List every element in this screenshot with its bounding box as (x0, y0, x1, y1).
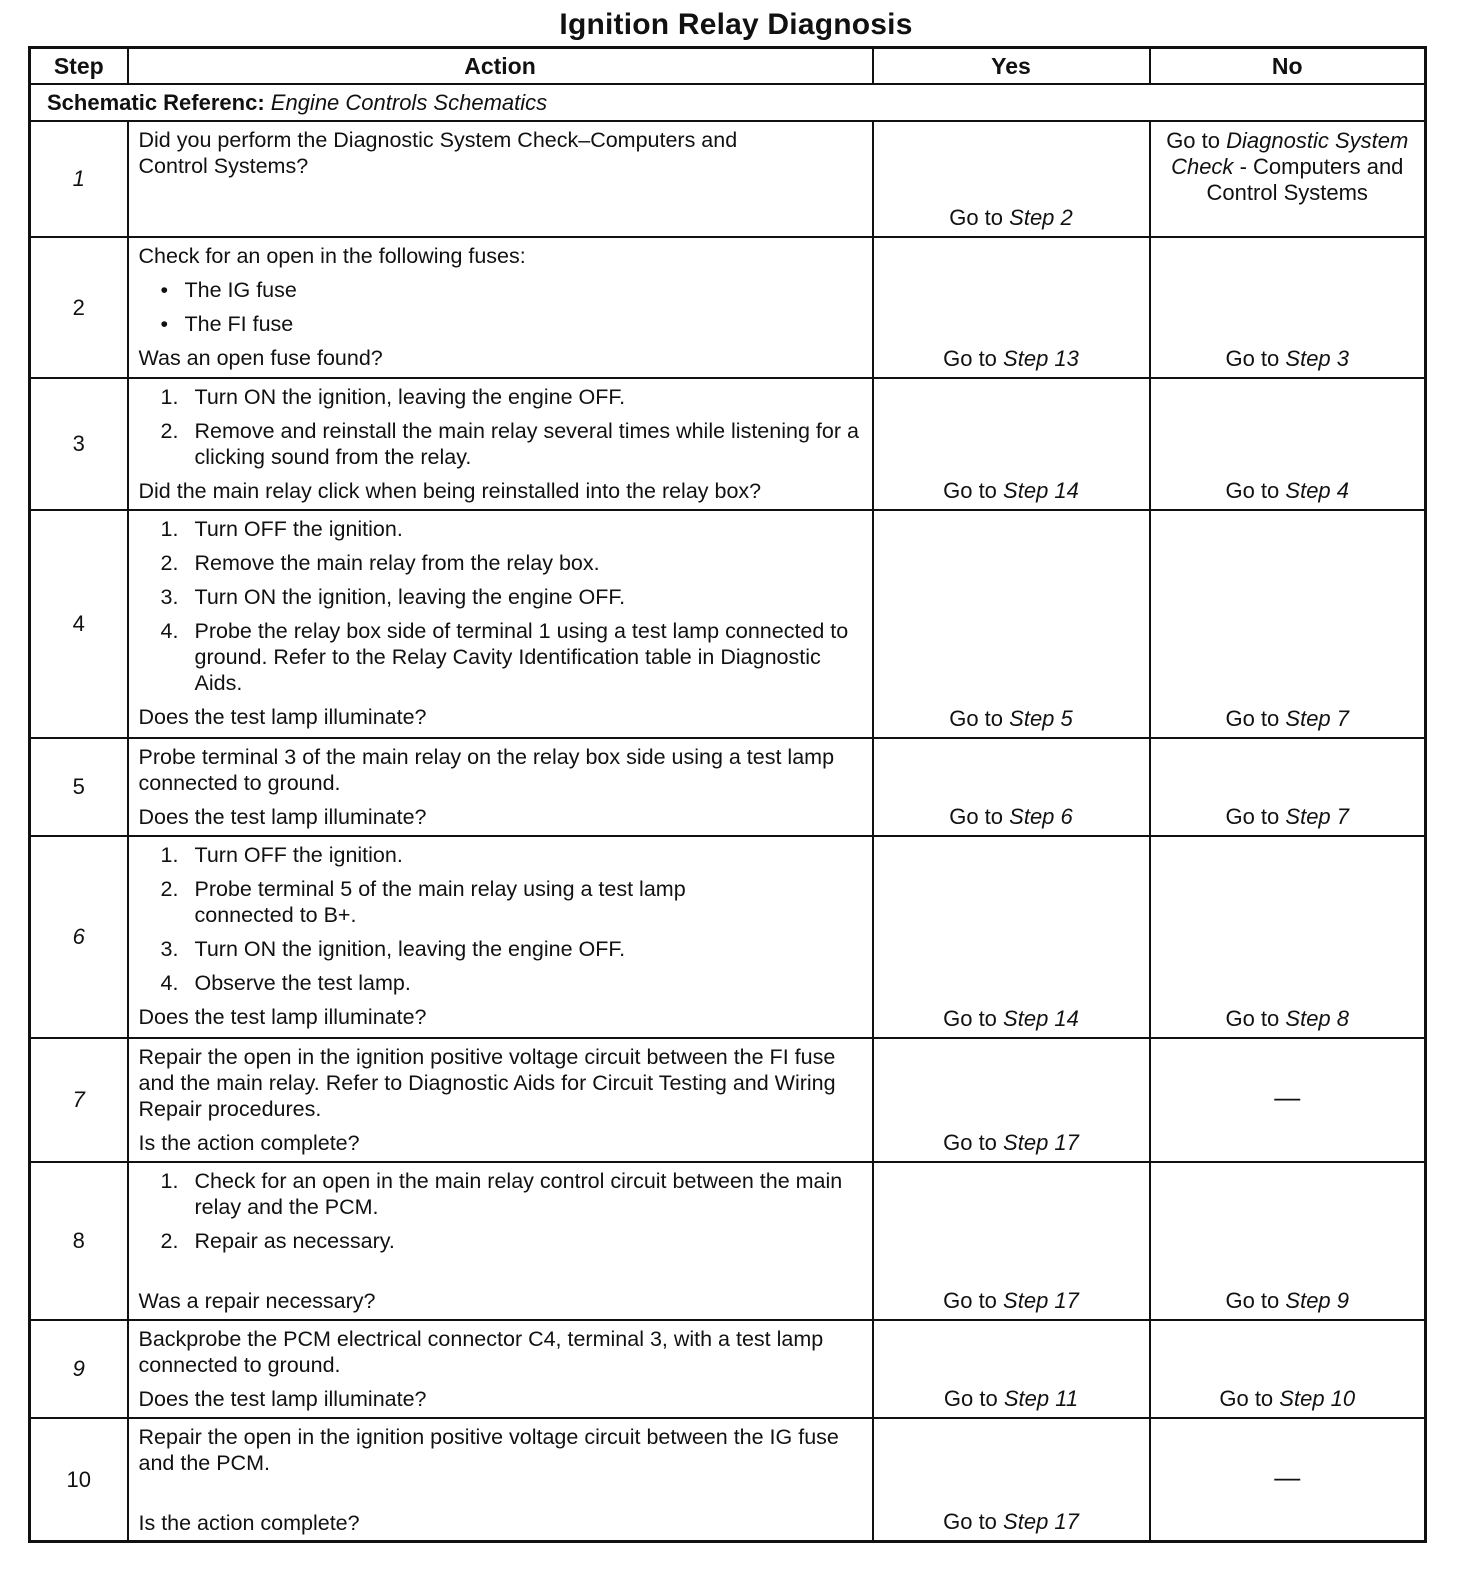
no-cell: Go to Step 10 (1150, 1320, 1426, 1418)
action-question: Is the action complete? (138, 1511, 360, 1535)
yes-cell: Go to Step 17 (873, 1418, 1150, 1542)
no-dash: — (1274, 1461, 1301, 1492)
no-cell (1150, 1418, 1426, 1542)
table-row (30, 510, 1426, 738)
step-number: 3 (30, 378, 128, 510)
action-intro: Did you perform the Diagnostic System Check–Computers and Control Systems? (138, 128, 738, 178)
yes-link[interactable]: Step 17 (1003, 1130, 1079, 1155)
table-row (30, 1320, 1426, 1418)
action-cell (128, 378, 873, 510)
no-cell: Go to Step 4 (1150, 378, 1426, 510)
action-cell (128, 237, 873, 378)
numbered-list (139, 842, 864, 996)
no-cell: Go to Step 9 (1150, 1162, 1426, 1320)
list-item: 1. Turn ON the ignition, leaving the engine OFF. (160, 385, 626, 409)
no-link[interactable]: Step 7 (1285, 804, 1350, 829)
yes-cell: Go to Step 6 (873, 738, 1150, 836)
yes-cell: Go to Step 17 (873, 1038, 1150, 1162)
step-number: 10 (30, 1418, 128, 1542)
step-number: 8 (30, 1162, 128, 1320)
yes-link[interactable]: Step 14 (1003, 1006, 1079, 1031)
no-link[interactable]: Step 3 (1285, 346, 1350, 371)
action-intro: Repair the open in the ignition positive voltage circuit between the FI fuse and the main relay. Refer to Diagnostic Aids for Circuit Testing and Wiring Repair procedures. (138, 1045, 836, 1121)
no-cell: Go to Diagnostic System Check - Computers and Control Systems (1150, 121, 1426, 237)
action-cell (128, 1162, 873, 1320)
schematic-reference-row (30, 84, 1426, 121)
step-number: 7 (30, 1038, 128, 1162)
list-item: 2. Remove the main relay from the relay box. (160, 551, 600, 575)
yes-cell: Go to Step 17 (873, 1162, 1150, 1320)
bullet-list (139, 277, 864, 337)
table-row (30, 237, 1426, 378)
header-action: Action (128, 48, 873, 85)
no-cell (1150, 1038, 1426, 1162)
no-cell: Go to Step 7 (1150, 510, 1426, 738)
action-cell (128, 510, 873, 738)
list-item: 1. Turn OFF the ignition. (160, 517, 403, 541)
action-cell (128, 1418, 873, 1542)
list-item: 1. Check for an open in the main relay control circuit between the main relay and the PCM. (160, 1169, 843, 1219)
no-link[interactable]: Step 4 (1285, 478, 1350, 503)
action-question: Does the test lamp illuminate? (138, 1387, 427, 1411)
table-row (30, 1162, 1426, 1320)
yes-link[interactable]: Step 2 (1009, 205, 1073, 230)
yes-link[interactable]: Step 17 (1003, 1509, 1079, 1534)
numbered-list (139, 384, 864, 470)
yes-link[interactable]: Step 13 (1003, 346, 1079, 371)
table-row (30, 121, 1426, 237)
step-number: 9 (30, 1320, 128, 1418)
action-cell (128, 121, 873, 237)
table-row (30, 1418, 1426, 1542)
list-item: 3. Turn ON the ignition, leaving the engine OFF. (160, 937, 626, 961)
table-row (30, 1038, 1426, 1162)
action-cell (128, 1038, 873, 1162)
action-question: Is the action complete? (138, 1131, 360, 1155)
no-link[interactable]: Step 7 (1285, 706, 1350, 731)
step-number: 4 (30, 510, 128, 738)
no-dash: — (1274, 1082, 1301, 1112)
action-cell (128, 738, 873, 836)
header-yes: Yes (873, 48, 1150, 85)
action-question: Does the test lamp illuminate? (138, 705, 427, 729)
list-item: 4. Observe the test lamp. (160, 971, 411, 995)
header-step: Step (30, 48, 128, 85)
step-number: 6 (30, 836, 128, 1038)
no-cell: Go to Step 8 (1150, 836, 1426, 1038)
action-question: Was an open fuse found? (138, 346, 383, 370)
yes-cell: Go to Step 14 (873, 378, 1150, 510)
yes-cell: Go to Step 14 (873, 836, 1150, 1038)
page-title: Ignition Relay Diagnosis (559, 8, 913, 41)
list-item: 2. Remove and reinstall the main relay several times while listening for a clicking sound from the relay. (160, 419, 859, 469)
schematic-link[interactable]: Engine Controls Schematics (270, 89, 548, 115)
list-item: 1. Turn OFF the ignition. (160, 843, 403, 867)
no-link[interactable]: Step 10 (1279, 1386, 1356, 1411)
table-row (30, 738, 1426, 836)
header-row (30, 48, 1426, 85)
numbered-list (139, 1168, 864, 1254)
yes-cell: Go to Step 2 (873, 121, 1150, 237)
step-number: 5 (30, 738, 128, 836)
yes-link[interactable]: Step 5 (1009, 706, 1073, 731)
list-item: 2. Repair as necessary. (160, 1229, 395, 1253)
header-no: No (1150, 48, 1426, 85)
numbered-list (139, 516, 864, 696)
list-item: • The IG fuse (160, 278, 297, 302)
yes-cell: Go to Step 13 (873, 237, 1150, 378)
action-question: Was a repair necessary? (138, 1289, 376, 1313)
yes-cell: Go to Step 11 (873, 1320, 1150, 1418)
yes-link[interactable]: Step 14 (1003, 478, 1079, 503)
action-question: Does the test lamp illuminate? (138, 1005, 427, 1029)
no-link[interactable]: Diagnostic System Check (1171, 128, 1409, 179)
table-row (30, 836, 1426, 1038)
list-item: 2. Probe terminal 5 of the main relay using a test lamp connected to B+. (160, 877, 686, 927)
yes-link[interactable]: Step 11 (1003, 1386, 1079, 1411)
action-intro: Repair the open in the ignition positive voltage circuit between the IG fuse and the PCM. (138, 1425, 839, 1475)
yes-link[interactable]: Step 17 (1003, 1288, 1079, 1313)
list-item: 4. Probe the relay box side of terminal 1 using a test lamp connected to ground. Refer to the Relay Cavity Identification table in Diagnostic Aids. (160, 619, 849, 695)
action-intro: Probe terminal 3 of the main relay on the relay box side using a test lamp connected to ground. (138, 745, 835, 795)
diagnosis-table (28, 46, 1427, 1543)
list-item: • The FI fuse (160, 312, 294, 336)
yes-link[interactable]: Step 6 (1009, 804, 1073, 829)
action-question: Did the main relay click when being reinstalled into the relay box? (138, 479, 762, 503)
no-cell: Go to Step 7 (1150, 738, 1426, 836)
no-link[interactable]: Step 8 (1285, 1006, 1350, 1031)
table-row (30, 378, 1426, 510)
schematic-label: Schematic Referenc: (47, 89, 265, 115)
action-intro: Backprobe the PCM electrical connector C4, terminal 3, with a test lamp connected to ground. (138, 1327, 824, 1377)
yes-cell: Go to Step 5 (873, 510, 1150, 738)
action-cell (128, 836, 873, 1038)
no-cell: Go to Step 3 (1150, 237, 1426, 378)
step-number: 2 (30, 237, 128, 378)
list-item: 3. Turn ON the ignition, leaving the engine OFF. (160, 585, 626, 609)
schematic-reference (30, 84, 1426, 121)
action-intro: Check for an open in the following fuses: (138, 244, 526, 268)
action-question: Does the test lamp illuminate? (138, 805, 427, 829)
no-link[interactable]: Step 9 (1285, 1288, 1350, 1313)
action-cell (128, 1320, 873, 1418)
step-number: 1 (30, 121, 128, 237)
